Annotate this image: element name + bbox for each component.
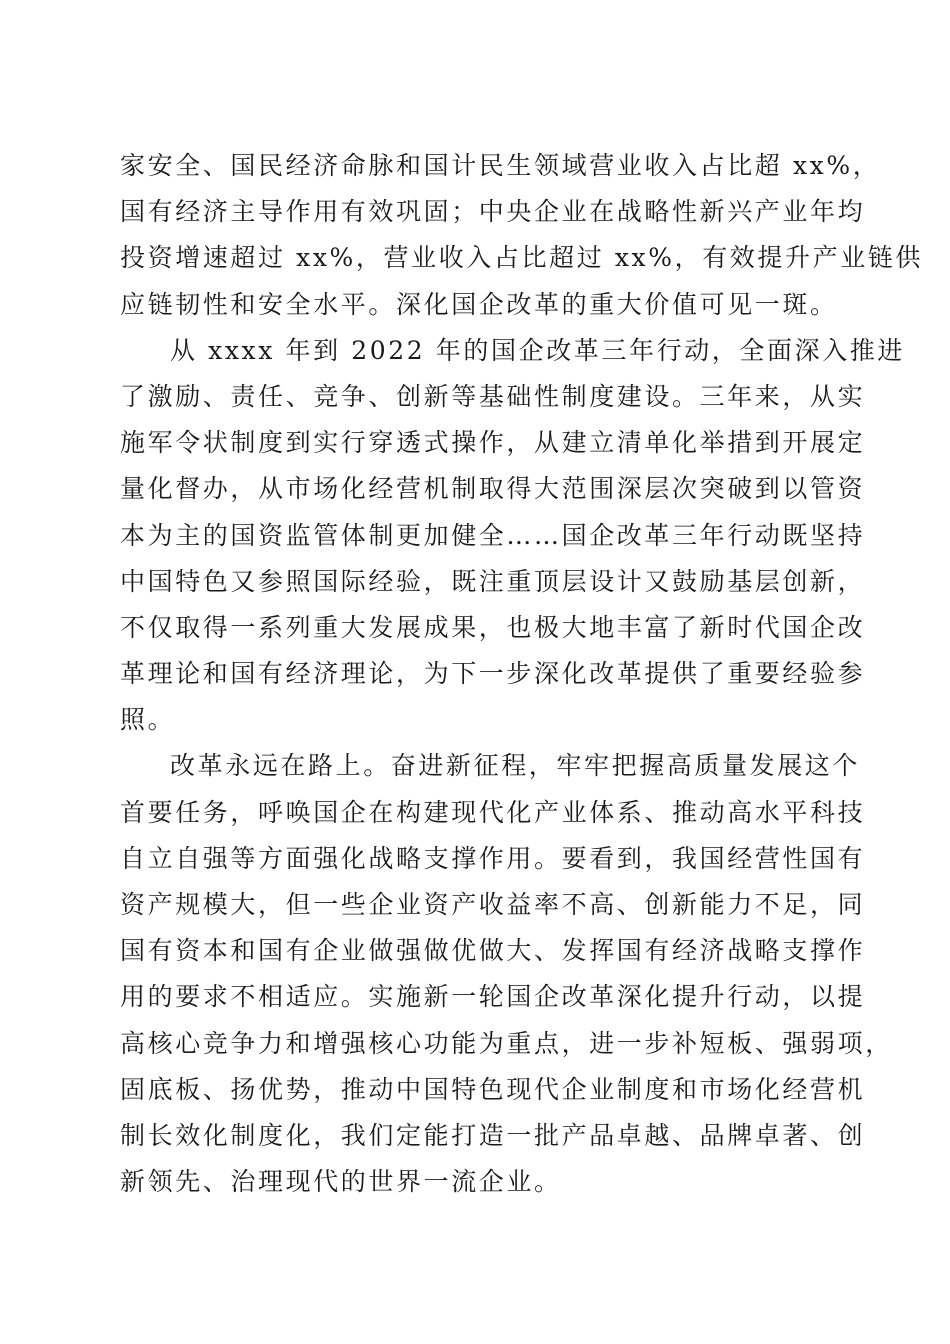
paragraph-first-line: 改革永远在路上。奋进新征程，牢牢把握高质量发展这个 bbox=[170, 751, 861, 781]
document-body bbox=[120, 143, 924, 1205]
text-line: 照。 bbox=[120, 705, 176, 735]
text-line: 施军令状制度到实行穿透式操作，从建立清单化举措到开展定 bbox=[120, 428, 866, 458]
text-line: 新领先、治理现代的世界一流企业。 bbox=[120, 1167, 562, 1197]
text-line: 资产规模大，但一些企业资产收益率不高、创新能力不足，同 bbox=[120, 890, 866, 919]
text-line: 家安全、国民经济命脉和国计民生领域营业收入占比超 xx%， bbox=[120, 151, 881, 180]
text-line: 自立自强等方面强化战略支撑作用。要看到，我国经营性国有 bbox=[120, 843, 866, 873]
text-line: 制长效化制度化，我们定能打造一批产品卓越、品牌卓著、创 bbox=[120, 1120, 866, 1150]
text-line: 革理论和国有经济理论，为下一步深化改革提供了重要经验参 bbox=[120, 659, 866, 689]
text-line: 投资增速超过 xx%，营业收入占比超过 xx%，有效提升产业链供 bbox=[120, 243, 924, 273]
text-line: 国有资本和国有企业做强做优做大、发挥国有经济战略支撑作 bbox=[120, 936, 866, 966]
text-line: 本为主的国资监管体制更加健全……国企改革三年行动既坚持 bbox=[120, 520, 866, 550]
text-line: 国有经济主导作用有效巩固；中央企业在战略性新兴产业年均 bbox=[120, 197, 866, 227]
paragraph-first-line: 从 xxxx 年到 2022 年的国企改革三年行动，全面深入推进 bbox=[170, 335, 906, 365]
text-line: 应链韧性和安全水平。深化国企改革的重大价值可见一斑。 bbox=[120, 289, 838, 319]
text-line: 了激励、责任、竞争、创新等基础性制度建设。三年来，从实 bbox=[120, 381, 866, 411]
text-line: 首要任务，呼唤国企在构建现代化产业体系、推动高水平科技 bbox=[120, 797, 866, 827]
text-line: 固底板、扬优势，推动中国特色现代企业制度和市场化经营机 bbox=[120, 1074, 866, 1104]
text-line: 用的要求不相适应。实施新一轮国企改革深化提升行动，以提 bbox=[120, 982, 866, 1012]
text-line: 不仅取得一系列重大发展成果，也极大地丰富了新时代国企改 bbox=[120, 612, 866, 642]
text-line: 量化督办，从市场化经营机制取得大范围深层次突破到以管资 bbox=[120, 474, 866, 504]
text-line: 高核心竞争力和增强核心功能为重点，进一步补短板、强弱项， bbox=[120, 1028, 893, 1058]
text-line: 中国特色又参照国际经验，既注重顶层设计又鼓励基层创新， bbox=[120, 566, 866, 596]
